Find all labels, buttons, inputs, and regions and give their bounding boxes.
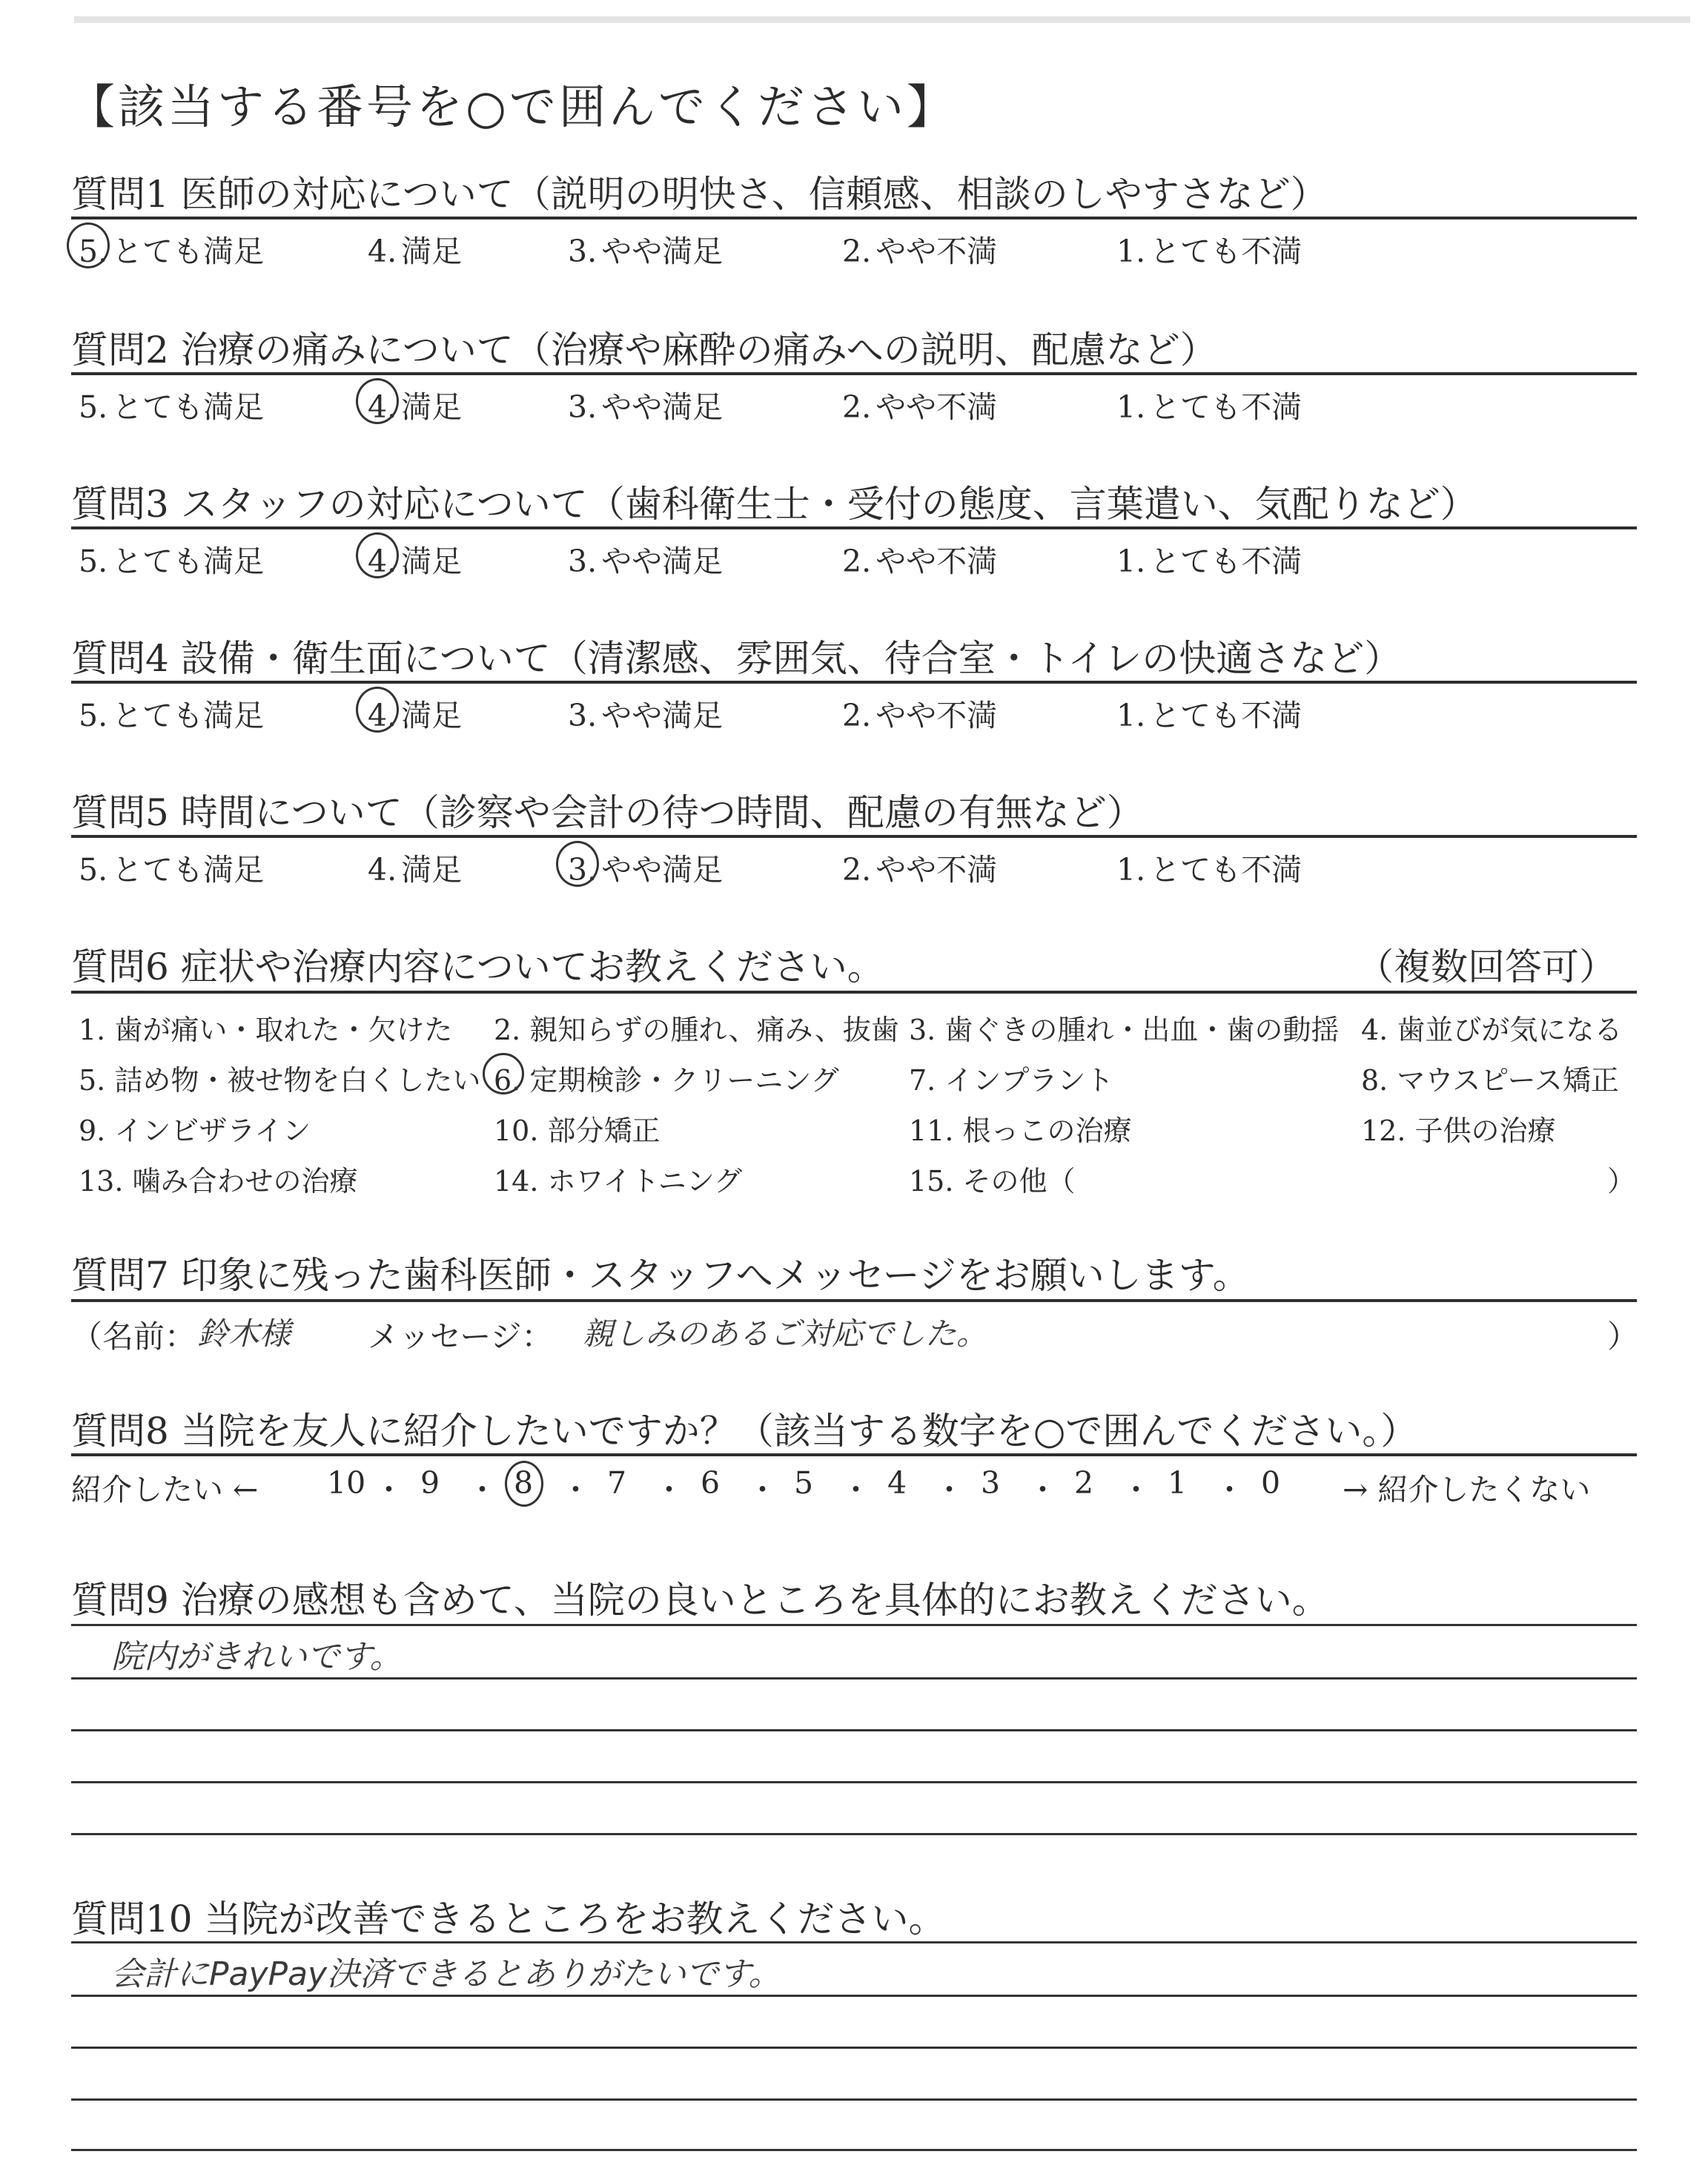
q6-label [71, 937, 884, 986]
rating-option-text: とても不満 [1150, 389, 1302, 425]
rating-option-number: 1. [1116, 698, 1146, 733]
rating-option-number: 3. [568, 698, 598, 733]
rating-option-text: とても不満 [1150, 698, 1302, 733]
q1-underline [71, 217, 1637, 219]
q8-scale-value[interactable]: 6 [701, 1465, 721, 1501]
q5-underline [71, 835, 1637, 838]
q8-scale-separator: ・ [374, 1472, 404, 1507]
q6-option[interactable]: 14. ホワイトニング [494, 1165, 743, 1198]
rating-option-text: 満足 [401, 698, 463, 733]
q8-underline [71, 1453, 1637, 1456]
rating-option-text: 満足 [401, 544, 463, 579]
rating-option-number: 5. [79, 698, 108, 733]
q7-message-label: メッセージ： [368, 1318, 553, 1355]
q8-scale-value[interactable]: 5 [794, 1465, 814, 1501]
scan-top-edge [74, 16, 1690, 23]
rating-option-text: とても満足 [112, 389, 265, 425]
rating-option-number: 3. [568, 852, 598, 888]
q6-option[interactable]: 3. 歯ぐきの腫れ・出血・歯の動揺 [909, 1014, 1340, 1046]
q10-answer[interactable]: 会計にPayPay決済できるとありがたいです。 [111, 1955, 781, 1993]
rating-option[interactable] [1116, 691, 1302, 735]
q6-option[interactable]: 4. 歯並びが気になる [1361, 1014, 1623, 1046]
rating-option-text: やや満足 [601, 544, 724, 579]
q9-line [71, 1833, 1637, 1835]
rating-option-number: 2. [842, 234, 872, 269]
rating-option-number: 4. [368, 852, 397, 888]
rating-option[interactable] [1116, 845, 1302, 889]
q8-scale-value[interactable]: 3 [981, 1465, 1001, 1501]
rating-option[interactable] [368, 227, 462, 271]
rating-option-number: 2. [842, 544, 872, 579]
q9-line [71, 1781, 1637, 1783]
q8-scale-value[interactable]: 8 [514, 1465, 534, 1501]
rating-option-text: とても満足 [112, 852, 265, 888]
rating-option-text: やや不満 [875, 544, 998, 579]
q2-label: 質問2 治療の痛みについて（治療や麻酔の痛みへの説明、配慮など） [71, 328, 1217, 371]
q10-line [71, 2047, 1637, 2049]
rating-option[interactable] [79, 845, 264, 889]
rating-option-text: やや不満 [875, 389, 998, 425]
q6-option[interactable]: 1. 歯が痛い・取れた・欠けた [79, 1014, 453, 1046]
q6-selection-circle [483, 1053, 524, 1094]
q8-scale-value[interactable]: 2 [1074, 1465, 1094, 1501]
q7-name-label: （名前： [71, 1318, 196, 1355]
rating-option-text: 満足 [401, 852, 463, 888]
rating-option-number: 5. [79, 389, 108, 425]
rating-option[interactable] [79, 691, 264, 735]
q8-scale-value[interactable]: 10 [327, 1465, 366, 1501]
rating-option-text: やや不満 [875, 852, 998, 888]
rating-option[interactable] [1116, 537, 1302, 581]
q8-scale-separator: ・ [654, 1472, 684, 1507]
rating-option-text: とても不満 [1150, 544, 1302, 579]
rating-option-text: とても不満 [1150, 852, 1302, 888]
rating-option-text: 満足 [401, 234, 463, 269]
q9-label: 質問9 治療の感想も含めて、当院の良いところを具体的にお教えください。 [71, 1579, 1329, 1622]
rating-option[interactable] [1116, 383, 1302, 426]
q8-scale-separator: ・ [934, 1472, 964, 1507]
q7-underline [71, 1299, 1637, 1302]
rating-option-number: 3. [568, 389, 598, 425]
q8-right-label: → 紹介したくない [1343, 1472, 1591, 1507]
q7-label: 質問7 印象に残った歯科医師・スタッフへメッセージをお願いします。 [71, 1254, 1250, 1297]
q6-note: （複数回答可） [1357, 945, 1616, 988]
q5-options [71, 845, 1637, 887]
q8-scale-separator: ・ [560, 1472, 591, 1507]
q6-option[interactable]: 7. インプラント [909, 1064, 1114, 1097]
q8-scale-separator: ・ [1121, 1472, 1151, 1507]
rating-option[interactable] [568, 383, 723, 426]
rating-option-text: やや満足 [601, 234, 724, 269]
rating-option-text: やや不満 [875, 698, 998, 733]
rating-option[interactable] [568, 227, 723, 271]
rating-option[interactable] [842, 537, 997, 581]
q6-option[interactable]: 9. インビザライン [79, 1114, 311, 1147]
q1-label: 質問1 医師の対応について（説明の明快さ、信頼感、相談のしやすさなど） [71, 173, 1328, 216]
q6-options-grid [71, 1007, 1637, 1229]
q3-underline [71, 526, 1637, 529]
q9-line [71, 1729, 1637, 1731]
q2-options [71, 383, 1637, 424]
q8-scale-separator: ・ [1214, 1472, 1245, 1507]
q8-scale-separator: ・ [747, 1472, 778, 1507]
rating-option-text: 満足 [401, 389, 463, 425]
rating-option-number: 4. [368, 389, 397, 425]
selection-circle [67, 222, 110, 268]
q8-scale-separator: ・ [841, 1472, 871, 1507]
q6-option[interactable]: 15. その他（ [909, 1165, 1076, 1198]
q8-scale [71, 1465, 1637, 1507]
q8-scale-value[interactable]: 1 [1168, 1465, 1188, 1501]
rating-option[interactable] [842, 227, 997, 271]
q6-underline [71, 991, 1637, 994]
rating-option[interactable] [79, 383, 264, 426]
rating-option-number: 1. [1116, 234, 1146, 269]
q10-line [71, 1941, 1637, 1943]
rating-option-number: 1. [1116, 389, 1146, 425]
rating-option-number: 3. [568, 234, 598, 269]
rating-option-number: 2. [842, 698, 872, 733]
q8-scale-value[interactable]: 9 [420, 1465, 440, 1501]
q8-scale-value[interactable]: 4 [887, 1465, 907, 1501]
rating-option[interactable] [842, 691, 997, 735]
q8-selection-circle [505, 1461, 543, 1507]
q6-option[interactable]: 5. 詰め物・被せ物を白くしたい [79, 1064, 481, 1097]
selection-circle [356, 532, 399, 578]
q9-line [71, 1624, 1637, 1626]
q6-option[interactable]: 11. 根っこの治療 [909, 1114, 1132, 1147]
q9-answer[interactable]: 院内がきれいです。 [111, 1638, 403, 1676]
rating-option-number: 5. [79, 544, 108, 579]
q7-message-value[interactable]: 親しみのあるご対応でした。 [583, 1315, 988, 1352]
q7-answer-row [71, 1312, 1637, 1355]
q6-option[interactable]: 13. 噛み合わせの治療 [79, 1165, 358, 1198]
q4-underline [71, 681, 1637, 684]
q5-label: 質問5 時間について（診察や会計の待つ時間、配慮の有無など） [71, 791, 1144, 834]
rating-option-number: 5. [79, 852, 108, 888]
rating-option[interactable] [368, 845, 462, 889]
q6-option[interactable]: 6. 定期検診・クリーニング [494, 1064, 839, 1097]
rating-option-number: 1. [1116, 544, 1146, 579]
q10-line [71, 2098, 1637, 2101]
rating-option-number: 5. [79, 234, 108, 269]
rating-option-text: やや満足 [601, 852, 724, 888]
selection-circle [556, 841, 599, 887]
rating-option-number: 3. [568, 544, 598, 579]
rating-option-number: 4. [368, 234, 397, 269]
q4-options [71, 691, 1637, 733]
q6-label-text: 質問6 症状や治療内容についてお教えください。 [71, 945, 884, 988]
rating-option-number: 1. [1116, 852, 1146, 888]
q1-options [71, 227, 1637, 268]
rating-option-text: とても不満 [1150, 234, 1302, 269]
instruction-title: 【該当する番号を○で囲んでください】 [68, 80, 956, 134]
rating-option[interactable] [842, 845, 997, 889]
q7-name-value[interactable]: 鈴木様 [197, 1315, 291, 1352]
q4-label: 質問4 設備・衛生面について（清潔感、雰囲気、待合室・トイレの快適さなど） [71, 637, 1402, 680]
q7-close: ） [1607, 1318, 1639, 1355]
q3-label: 質問3 スタッフの対応について（歯科衛生士・受付の態度、言葉遣い、気配りなど） [71, 483, 1477, 526]
rating-option-number: 2. [842, 852, 872, 888]
q8-scale-value[interactable]: 7 [607, 1465, 627, 1501]
q8-scale-separator: ・ [467, 1472, 497, 1507]
q3-options [71, 537, 1637, 578]
rating-option-text: やや不満 [875, 234, 998, 269]
q10-line [71, 2149, 1637, 2151]
q10-line [71, 1995, 1637, 1997]
rating-option-number: 2. [842, 389, 872, 425]
rating-option[interactable] [79, 537, 264, 581]
q10-label: 質問10 当院が改善できるところをお教えください。 [71, 1898, 946, 1941]
rating-option-text: やや満足 [601, 389, 724, 425]
q9-line [71, 1677, 1637, 1680]
q6-option[interactable]: 2. 親知らずの腫れ、痛み、抜歯 [494, 1014, 899, 1046]
q8-left-label: 紹介したい ← [71, 1472, 259, 1507]
selection-circle [356, 687, 399, 733]
q8-scale-separator: ・ [1027, 1472, 1058, 1507]
rating-option[interactable] [1116, 227, 1302, 271]
q6-option[interactable]: 12. 子供の治療 [1361, 1114, 1556, 1147]
rating-option-number: 4. [368, 698, 397, 733]
q6-option[interactable]: 8. マウスピース矯正 [1361, 1064, 1619, 1097]
q6-option-close: ） [1607, 1165, 1636, 1198]
rating-option-number: 4. [368, 544, 397, 579]
rating-option-text: やや満足 [601, 698, 724, 733]
q8-scale-value[interactable]: 0 [1261, 1465, 1281, 1501]
q6-option[interactable]: 10. 部分矯正 [494, 1114, 661, 1147]
rating-option[interactable] [842, 383, 997, 426]
q8-label: 質問8 当院を友人に紹介したいですか？（該当する数字を○で囲んでください。） [71, 1410, 1418, 1453]
selection-circle [356, 378, 399, 424]
rating-option-text: とても満足 [112, 234, 265, 269]
rating-option-text: とても満足 [112, 698, 265, 733]
q2-underline [71, 372, 1637, 375]
rating-option-text: とても満足 [112, 544, 265, 579]
rating-option[interactable] [568, 537, 723, 581]
rating-option[interactable] [568, 691, 723, 735]
